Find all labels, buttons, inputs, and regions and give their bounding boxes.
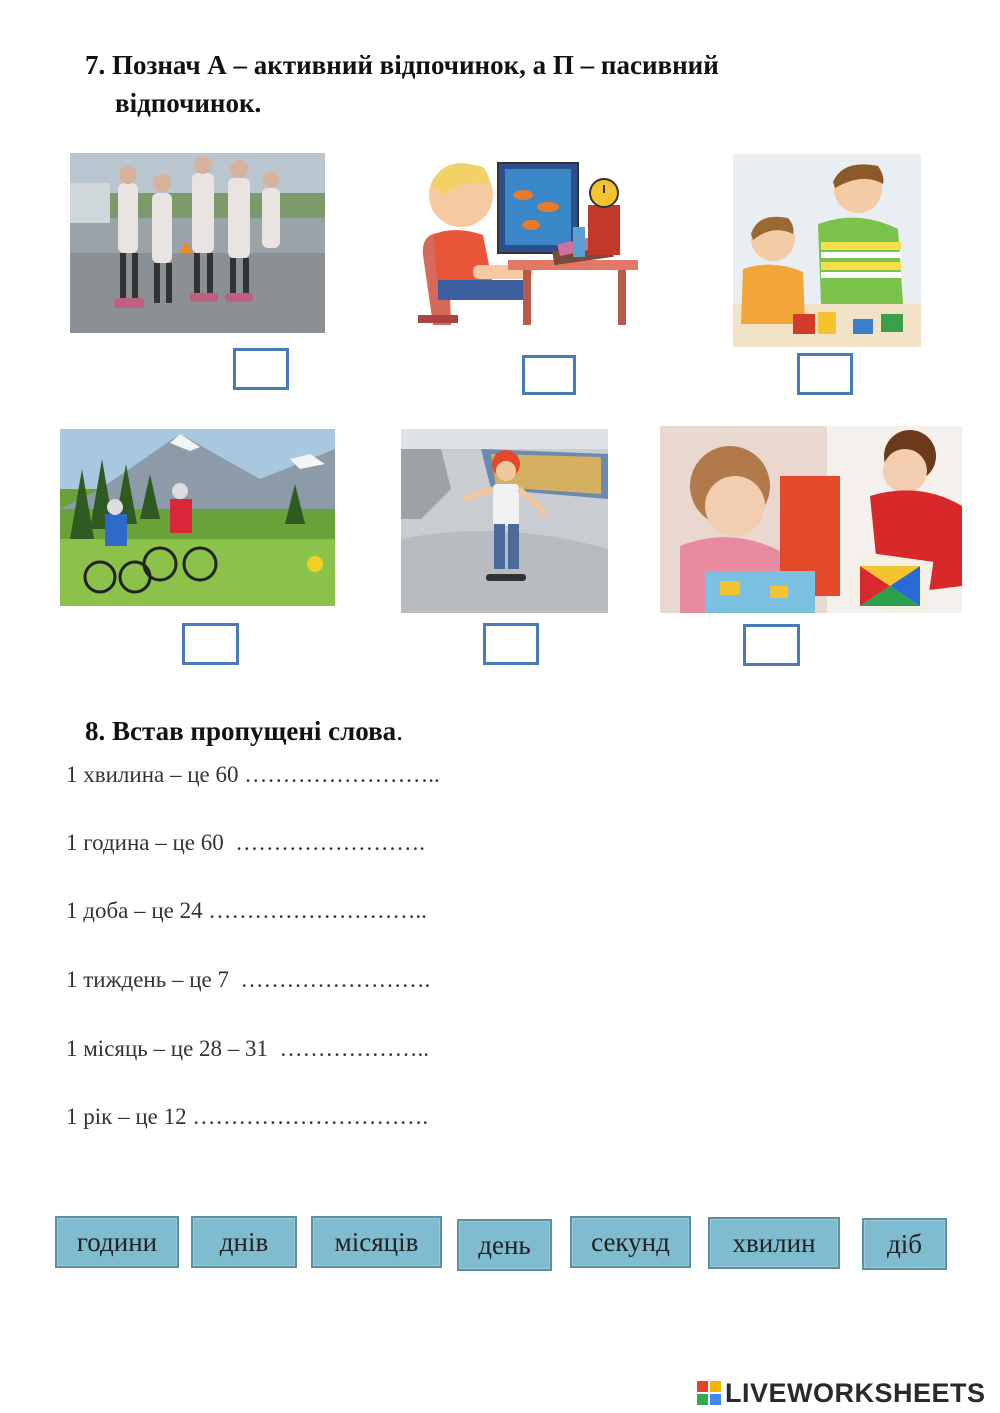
kids-doing-puzzles-photo <box>660 426 962 613</box>
task-8-title-text: 8. Встав пропущені слова <box>85 716 397 746</box>
answer-box-5[interactable] <box>483 623 539 665</box>
task-7-title-line-1: 7. Познач А – активний відпочинок, а П – пасивний <box>85 50 719 80</box>
skateboarding-boy-photo <box>401 429 608 613</box>
rollerblading-kids-photo <box>70 153 325 333</box>
liveworksheets-icon <box>696 1380 722 1406</box>
word-tile-den[interactable]: день <box>457 1219 552 1271</box>
liveworksheets-text: LIVEWORKSHEETS <box>725 1377 986 1408</box>
word-tile-misyatsiv[interactable]: місяців <box>311 1216 442 1268</box>
answer-box-6[interactable] <box>743 624 800 666</box>
fill-line-minute: 1 хвилина – це 60 …………………….. <box>66 762 440 787</box>
boy-at-computer-illustration <box>413 155 638 330</box>
fill-line-hour: 1 година – це 60 ……………………. <box>66 830 425 855</box>
fill-line-year: 1 рік – це 12 …………………………. <box>66 1104 429 1129</box>
answer-box-2[interactable] <box>522 355 576 395</box>
word-tile-dniv[interactable]: днів <box>191 1216 297 1268</box>
answer-box-3[interactable] <box>797 353 853 395</box>
word-tile-khvylyn[interactable]: хвилин <box>708 1217 840 1269</box>
kids-playing-with-blocks-photo <box>733 154 921 347</box>
answer-box-1[interactable] <box>233 348 289 390</box>
fill-line-day: 1 доба – це 24 ……………………….. <box>66 898 427 923</box>
word-tile-sekund[interactable]: секунд <box>570 1216 691 1268</box>
task-8-title <box>85 712 403 750</box>
task-8-title-period: . <box>396 716 403 746</box>
fill-line-month: 1 місяць – це 28 – 31 ……………….. <box>66 1036 430 1061</box>
task-7-title <box>85 46 885 122</box>
word-tile-dib[interactable]: діб <box>862 1218 947 1270</box>
liveworksheets-logo <box>696 1375 986 1411</box>
mountain-biking-photo <box>60 429 335 606</box>
fill-line-week: 1 тиждень – це 7 ……………………. <box>66 967 431 992</box>
answer-box-4[interactable] <box>182 623 239 665</box>
word-tile-hodyny[interactable]: години <box>55 1216 179 1268</box>
task-7-title-line-2: відпочинок. <box>115 88 262 118</box>
